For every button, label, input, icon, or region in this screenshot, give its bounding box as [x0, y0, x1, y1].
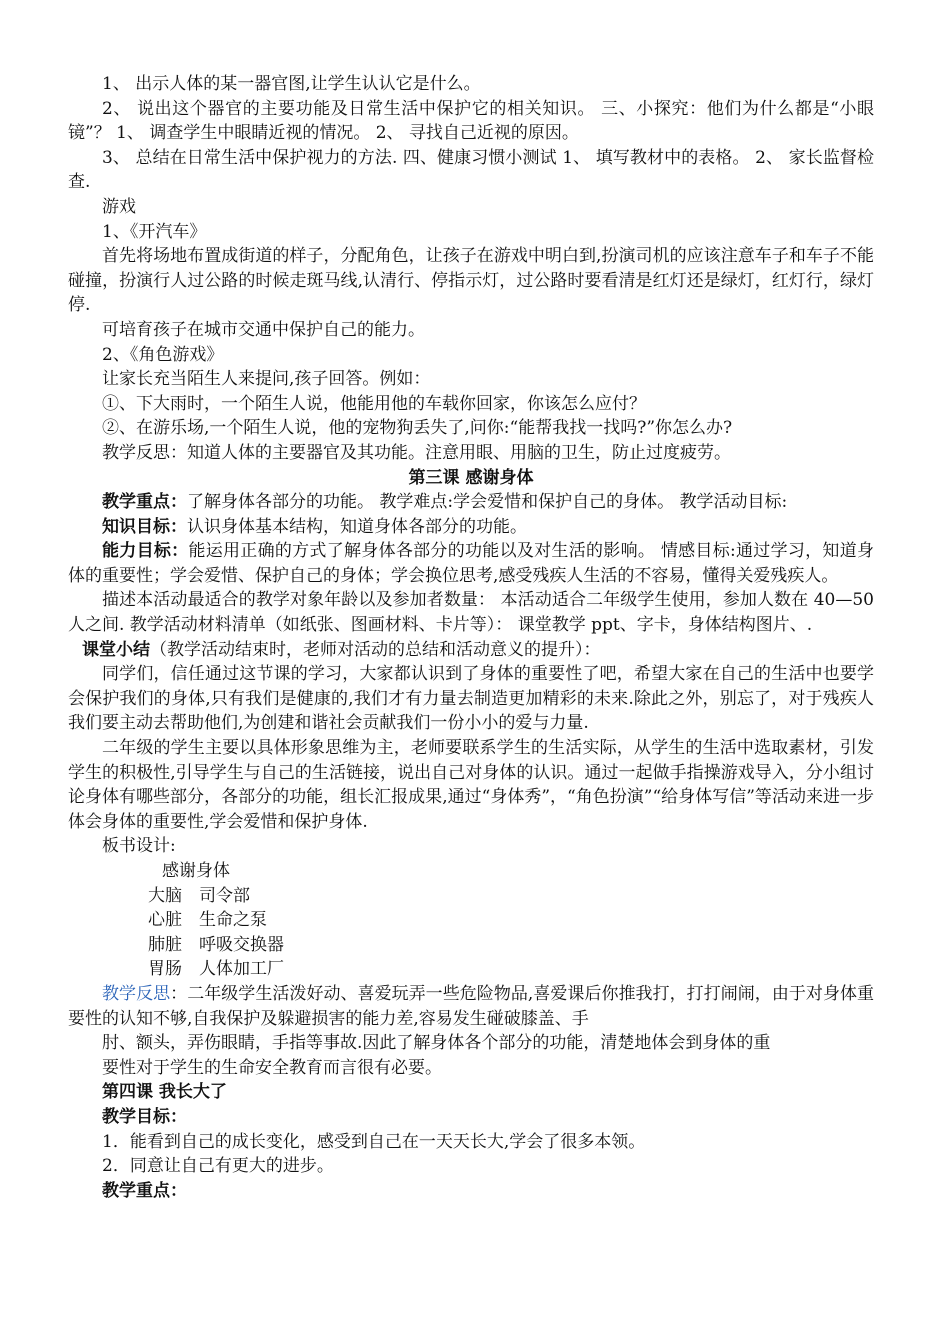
paragraph: 描述本活动最适合的教学对象年龄以及参加者数量： 本活动适合二年级学生使用，参加人数在 40—50 人之间. 教学活动材料清单（如纸张、图画材料、卡片等）： 课堂教学 ppt、字卡，身体结构图片、. [68, 590, 874, 636]
lesson-title: 第三课 感谢身体 [408, 467, 534, 488]
focus-paragraph [68, 490, 874, 515]
ability-paragraph [68, 539, 874, 588]
board-row: 胃肠 人体加工厂 [148, 959, 284, 980]
summary-label: 课堂小结 [82, 639, 150, 660]
board-heading: 板书设计: [102, 836, 176, 857]
paragraph: 3、 总结在日常生活中保护视力的方法. 四、健康习惯小测试 1、 填写教材中的表格。 2、 家长监督检查. [68, 147, 874, 193]
reflection-paragraph: 教学反思：知道人体的主要器官及其功能。注意用眼、用脑的卫生，防止过度疲劳。 [102, 442, 731, 463]
paragraph: 让家长充当陌生人来提问,孩子回答。例如： [102, 369, 431, 390]
game-title: 1、《开汽车》 [102, 221, 207, 242]
reflection-continuation: 要性对于学生的生命安全教育而言很有必要。 [102, 1057, 442, 1078]
paragraph: 1、 出示人体的某一器官图,让学生认认它是什么。 [102, 74, 481, 94]
reflection-paragraph [68, 982, 874, 1031]
games-heading: 游戏 [102, 196, 136, 217]
board-row: 大脑 司令部 [148, 885, 250, 906]
knowledge-label: 知识目标： [102, 516, 187, 537]
paragraph: 二年级的学生主要以具体形象思维为主，老师要联系学生的生活实际，从学生的生活中选取素材，引发学生的积极性,引导学生与自己的生活链接，说出自己对身体的认识。通过一起做手指操游戏导入，分小组讨论身体有哪些部分，各部分的功能，组长汇报成果,通过“身体秀”，“角色扮演”“给身体写信”等活动来进一步体会身体的重要性,学会爱惜和保护身体. [68, 738, 874, 832]
paragraph: 首先将场地布置成街道的样子，分配角色，让孩子在游戏中明白到,扮演司机的应该注意车子和车子不能碰撞，扮演行人过公路的时候走斑马线,认清行、停指示灯，过公路时要看清是红灯还是绿灯，红灯行，绿灯停. [68, 246, 874, 316]
summary-heading [68, 638, 874, 663]
question-item: ②、在游乐场,一个陌生人说，他的宠物狗丢失了,问你:“能帮我找一找吗?”你怎么办? [102, 418, 733, 439]
paragraph: 同学们，信任通过这节课的学习，大家都认识到了身体的重要性了吧，希望大家在自己的生活中也要学会保护我们的身体,只有我们是健康的,我们才有力量去制造更加精彩的未来.除此之外，别忘了，对于残疾人我们要主动去帮助他们,为创建和谐社会贡献我们一份小小的爱与力量. [68, 664, 874, 734]
goals-label: 教学目标： [102, 1106, 187, 1127]
goal-item: 1．能看到自己的成长变化，感受到自己在一天天长大,学会了很多本领。 [102, 1131, 646, 1152]
reflection-text: ：二年级学生活泼好动、喜爱玩弄一些危险物品,喜爱课后你推我打，打打闹闹，由于对身体重要性的认知不够,自我保护及躲避损害的能力差,容易发生碰破膝盖、手 [68, 983, 875, 1029]
board-row: 肺脏 呼吸交换器 [148, 934, 284, 955]
knowledge-text: 认识身体基本结构，知道身体各部分的功能。 [187, 516, 527, 537]
board-row: 心脏 生命之泵 [148, 910, 267, 931]
game-title: 2、《角色游戏》 [102, 344, 224, 365]
focus-text: 了解身体各部分的功能。 教学难点:学会爱惜和保护自己的身体。 教学活动目标: [187, 492, 788, 513]
paragraph: 2、 说出这个器官的主要功能及日常生活中保护它的相关知识。 三、小探究：他们为什么都是“小眼镜”？ 1、 调查学生中眼睛近视的情况。 2、 寻找自己近视的原因。 [68, 98, 874, 144]
ability-label: 能力目标： [102, 541, 189, 562]
reflection-label: 教学反思 [102, 983, 171, 1004]
paragraph: 可培育孩子在城市交通中保护自己的能力。 [102, 319, 425, 340]
goal-item: 2．同意让自己有更大的进步。 [102, 1156, 334, 1177]
ability-text: 能运用正确的方式了解身体各部分的功能以及对生活的影响。 情感目标:通过学习，知道身体的重要性；学会爱惜、保护自己的身体；学会换位思考,感受残疾人生活的不容易，懂得关爱残疾人。 [68, 541, 874, 586]
knowledge-paragraph [68, 515, 874, 540]
reflection-continuation: 肘、额头，弄伤眼睛，手指等事故.因此了解身体各个部分的功能，清楚地体会到身体的重 [102, 1033, 771, 1054]
summary-note: （教学活动结束时，老师对活动的总结和活动意义的提升）： [150, 639, 601, 660]
question-item: ①、下大雨时，一个陌生人说，他能用他的车载你回家，你该怎么应付？ [102, 393, 646, 414]
focus-label: 教学重点： [102, 1180, 187, 1201]
board-title: 感谢身体 [162, 861, 230, 881]
lesson-title: 第四课 我长大了 [102, 1082, 227, 1103]
focus-label: 教学重点： [102, 492, 187, 513]
